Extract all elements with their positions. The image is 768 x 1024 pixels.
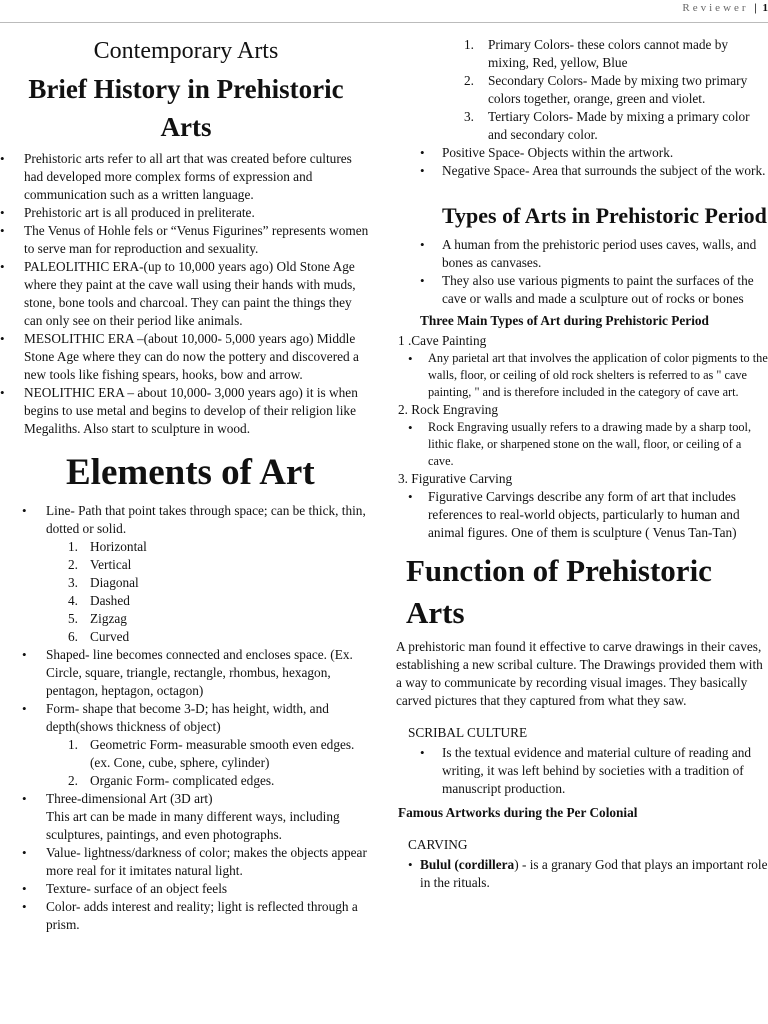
list-item: • Rock Engraving usually refers to a drawing made by a sharp tool, lithic flake, or sharpened stone on the wall, floor, or ceiling of a cave.	[396, 419, 768, 470]
scribal-culture-heading: SCRIBAL CULTURE	[408, 725, 528, 740]
list-item: • The Venus of Hohle fels or “Venus Figurines” represents women to serve man for reproduction and sexuality.	[0, 222, 372, 258]
cave-painting-label: 1 .Cave Painting	[398, 333, 487, 348]
list-item: 2. Vertical	[68, 557, 132, 572]
famous-artworks-heading: Famous Artworks during the Per Colonial	[398, 805, 638, 820]
list-item: • They also use various pigments to paint the surfaces of the cave or walls and made a sculpture out of rocks or bones	[396, 272, 768, 308]
list-item: • Negative Space- Area that surrounds the subject of the work.	[396, 162, 768, 180]
types-list	[396, 236, 768, 308]
three-main-types-heading: Three Main Types of Art during Prehistoric Period	[420, 313, 709, 328]
list-item: 3. Diagonal	[68, 575, 139, 590]
form-types-list	[0, 736, 372, 790]
history-list	[0, 150, 372, 438]
list-item: 2. Organic Form- complicated edges.	[68, 773, 275, 788]
section-title-elements: Elements of Art	[66, 452, 315, 493]
scribal-block	[396, 744, 768, 798]
list-item: 4. Dashed	[68, 593, 130, 608]
header-rule	[0, 22, 768, 23]
list-item: 1. Geometric Form- measurable smooth even edges. (ex. Cone, cube, sphere, cylinder)	[68, 737, 355, 770]
elements-list	[0, 502, 372, 934]
bulul-name: Bulul (cordillera	[420, 857, 515, 872]
list-item: 6. Curved	[68, 629, 130, 644]
cave-painting-block	[396, 350, 768, 401]
list-item: 2. Secondary Colors- Made by mixing two primary colors together, orange, green and violet.	[464, 73, 748, 106]
list-item	[396, 856, 768, 892]
function-paragraph: A prehistoric man found it effective to carve drawings in their caves, establishing a new scribal culture. The Drawings provided them with a way to communicate by recording visual images. They basically carved pictures that they captured from what they saw.	[396, 639, 763, 708]
list-item: 1. Horizontal	[68, 539, 147, 554]
list-item: • Three-dimensional Art (3D art)	[0, 790, 372, 808]
rock-engraving-label: 2. Rock Engraving	[398, 402, 499, 417]
list-item: • NEOLITHIC ERA – about 10,000- 3,000 years ago) it is when begins to use metal and begins to develop of their religion like Megaliths. Also start to sculpture in wood.	[0, 384, 372, 438]
bulul-description: ) - is a granary God that plays an important role in the rituals.	[420, 857, 768, 890]
list-item: • Prehistoric art is all produced in preliterate.	[0, 204, 372, 222]
list-item: • Texture- surface of an object feels	[0, 880, 372, 898]
list-item: • Shaped- line becomes connected and encloses space. (Ex. Circle, square, triangle, rectangle, rhombus, hexagon, pentagon, heptagon, octagon)	[0, 646, 372, 700]
color-types-list	[396, 36, 768, 144]
list-item: • Line- Path that point takes through space; can be thick, thin, dotted or solid.	[0, 502, 372, 538]
list-item: • Form- shape that become 3-D; has height, width, and depth(shows thickness of object)	[0, 700, 372, 736]
list-item: • Positive Space- Objects within the artwork.	[396, 144, 768, 162]
list-item: 3. Tertiary Colors- Made by mixing a primary color and secondary color.	[464, 109, 750, 142]
list-item: • Prehistoric arts refer to all art that was created before cultures had developed more complex forms of expression and communication such as a written language.	[0, 150, 372, 204]
figurative-carving-label: 3. Figurative Carving	[398, 471, 513, 486]
list-item: 5. Zigzag	[68, 611, 127, 626]
list-item: • Is the textual evidence and material culture of reading and writing, it was left behind by societies with a tradition of manuscript production.	[396, 744, 768, 798]
line-types-list	[0, 538, 372, 646]
list-item: • Value- lightness/darkness of color; makes the objects appear more real for it imitates natural light.	[0, 844, 372, 880]
doc-subtitle: Contemporary Arts	[93, 38, 279, 64]
carving-heading: CARVING	[408, 837, 468, 852]
three-d-description: This art can be made in many different ways, including sculptures, paintings, and even photographs.	[46, 809, 340, 842]
bulul-block	[396, 856, 768, 892]
right-column	[396, 36, 768, 892]
list-item: • MESOLITHIC ERA –(about 10,000- 5,000 years ago) Middle Stone Age where they can do now the pottery and discovered a new tools like fishing spears, hooks, bow and arrow.	[0, 330, 372, 384]
list-item: • Color- adds interest and reality; light is reflected through a prism.	[0, 898, 372, 934]
header-separator: |	[754, 2, 757, 14]
list-item: • Any parietal art that involves the application of color pigments to the walls, floor, or ceiling of old rock shelters is referred to as " cave painting, " and is therefore included in the category of cave art.	[396, 350, 768, 401]
page-header	[682, 2, 768, 14]
list-item: • A human from the prehistoric period uses caves, walls, and bones as canvases.	[396, 236, 768, 272]
space-list	[396, 144, 768, 180]
page-number: 1	[762, 2, 768, 14]
list-item: • PALEOLITHIC ERA-(up to 10,000 years ago) Old Stone Age where they paint at the cave wall using their hands with muds, stone, bone tools and charcoal. They can paint the things they can only see on their period like animals.	[0, 258, 372, 330]
rock-engraving-block	[396, 419, 768, 470]
list-item: 1. Primary Colors- these colors cannot made by mixing, Red, yellow, Blue	[464, 37, 729, 70]
section-title-function: Function of Prehistoric Arts	[406, 553, 712, 630]
section-title-history: Brief History in Prehistoric Arts	[28, 74, 344, 142]
header-label: Reviewer	[682, 2, 749, 14]
list-item: • Figurative Carvings describe any form of art that includes references to real-world objects, particularly to human and animal figures. One of them is sculpture ( Venus Tan-Tan)	[396, 488, 768, 542]
left-column	[0, 36, 372, 934]
figurative-carving-block	[396, 488, 768, 542]
section-title-types: Types of Arts in Prehistoric Period	[442, 203, 767, 228]
